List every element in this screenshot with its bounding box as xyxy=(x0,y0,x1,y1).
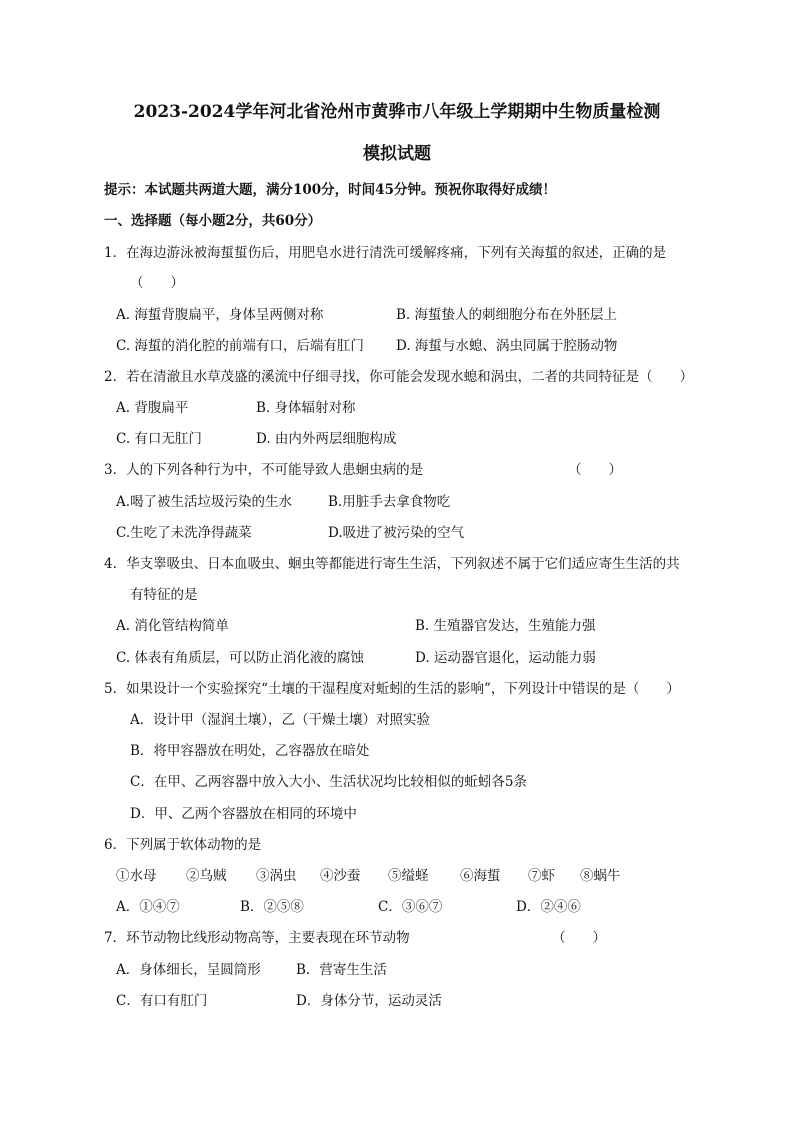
question-5-option-c: C．在甲、乙两容器中放入大小、生活状况均比较相似的蚯蚓各5条 xyxy=(130,774,527,790)
question-6-option-a: A．①④⑦ xyxy=(116,899,180,915)
question-1-option-a: A. 海蜇背腹扁平，身体呈两侧对称 xyxy=(116,307,324,323)
page-subtitle: 模拟试题 xyxy=(363,144,431,164)
question-6-item: ③涡虫 xyxy=(256,868,297,884)
question-6-item: ②乌贼 xyxy=(186,868,227,884)
question-1-option-b: B. 海蜇蛰人的刺细胞分布在外胚层上 xyxy=(396,307,618,323)
question-5-option-d: D．甲、乙两个容器放在相同的环境中 xyxy=(130,806,357,822)
question-7-option-d: D．身体分节，运动灵活 xyxy=(296,993,442,1009)
question-2-option-b: B. 身体辐射对称 xyxy=(256,400,356,416)
question-3-blank: （ ） xyxy=(568,462,622,478)
exam-hint: 提示：本试题共两道大题，满分100分，时间45分钟。预祝你取得好成绩！ xyxy=(104,182,556,198)
question-1-blank: （ ） xyxy=(130,275,184,291)
question-4-option-d: D. 运动器官退化，运动能力弱 xyxy=(415,650,596,666)
page-title: 2023-2024学年河北省沧州市黄骅市八年级上学期期中生物质量检测 xyxy=(133,102,661,122)
question-7-blank: （ ） xyxy=(552,930,606,946)
question-6-item: ⑦虾 xyxy=(528,868,555,884)
question-4-option-a: A. 消化管结构简单 xyxy=(116,618,229,634)
question-5-stem: 5．如果设计一个实验探究“土壤的干湿程度对蚯蚓的生活的影响”，下列设计中错误的是（ ） xyxy=(104,681,680,697)
question-1-option-c: C. 海蜇的消化腔的前端有口，后端有肛门 xyxy=(116,338,364,354)
question-3-option-c: C.生吃了未洗净得蔬菜 xyxy=(116,525,252,541)
question-5-option-b: B．将甲容器放在明处，乙容器放在暗处 xyxy=(130,743,370,759)
question-6-item: ⑥海蜇 xyxy=(460,868,501,884)
question-6-item: ⑤缢蛏 xyxy=(388,868,429,884)
question-5-option-a: A．设计甲（湿润土壤），乙（干燥土壤）对照实验 xyxy=(130,712,430,728)
question-4-option-b: B. 生殖器官发达，生殖能力强 xyxy=(415,618,596,634)
question-3-stem: 3．人的下列各种行为中，不可能导致人患蛔虫病的是 xyxy=(104,462,424,478)
question-6-option-d: D．②④⑥ xyxy=(516,899,581,915)
question-4-option-c: C. 体表有角质层，可以防止消化液的腐蚀 xyxy=(116,650,364,666)
question-6-item: ⑧蜗牛 xyxy=(580,868,621,884)
question-6-item: ④沙蚕 xyxy=(320,868,361,884)
question-3-option-d: D.吸进了被污染的空气 xyxy=(328,525,465,541)
question-6-stem: 6．下列属于软体动物的是 xyxy=(104,837,262,853)
question-2-option-c: C. 有口无肛门 xyxy=(116,431,202,447)
question-6-item: ①水母 xyxy=(116,868,157,884)
question-6-option-b: B．②⑤⑧ xyxy=(240,899,304,915)
question-7-option-b: B．营寄生生活 xyxy=(296,962,387,978)
question-7-option-c: C．有口有肛门 xyxy=(116,993,208,1009)
question-4-stem: 4．华支睾吸虫、日本血吸虫、蛔虫等都能进行寄生生活，下列叙述不属于它们适应寄生生活的共 xyxy=(104,556,680,572)
question-2-option-a: A. 背腹扁平 xyxy=(116,400,189,416)
question-1-option-d: D. 海蜇与水螅、涡虫同属于腔肠动物 xyxy=(396,338,618,354)
question-3-option-a: A.喝了被生活垃圾污染的生水 xyxy=(116,494,293,510)
question-7-option-a: A．身体细长，呈圆筒形 xyxy=(116,962,261,978)
question-1-stem: 1．在海边游泳被海蜇蜇伤后，用肥皂水进行清洗可缓解疼痛，下列有关海蜇的叙述，正确的是 xyxy=(104,245,667,261)
section-heading: 一、选择题（每小题2分，共60分） xyxy=(104,213,322,229)
question-4-stem-cont: 有特征的是 xyxy=(130,587,198,603)
question-2-option-d: D. 由内外两层细胞构成 xyxy=(256,431,397,447)
question-3-option-b: B.用脏手去拿食物吃 xyxy=(328,494,451,510)
question-2-stem: 2．若在清澈且水草茂盛的溪流中仔细寻找，你可能会发现水螅和涡虫，二者的共同特征是（ ） xyxy=(104,369,694,385)
question-7-stem: 7．环节动物比线形动物高等，主要表现在环节动物 xyxy=(104,930,410,946)
question-6-option-c: C．③⑥⑦ xyxy=(378,899,443,915)
